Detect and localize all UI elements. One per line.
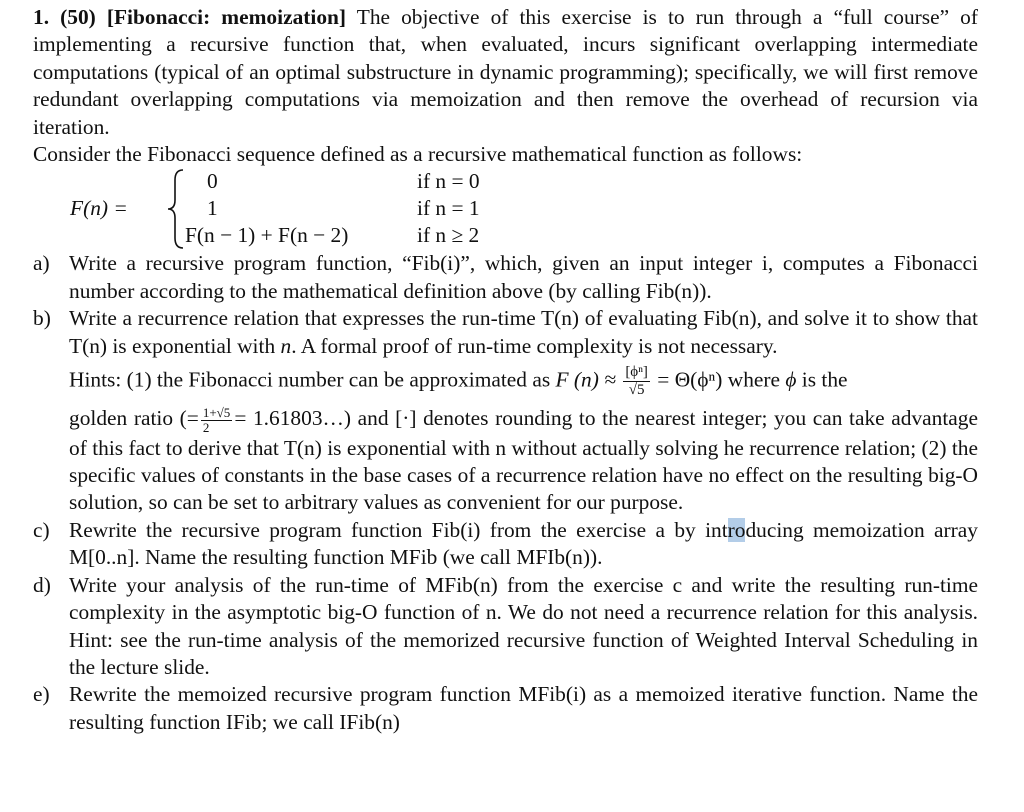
part-d-marker: d) [33, 572, 51, 597]
problem-intro-text: The objective of this exercise is to run through a “full course” of implementing a recursive function that, when evaluated, incurs significant overlapping intermediate computations (typical of an optimal substructure in dynamic programming); specifically, we will first remove redundant overlapping computations via memoization and then remove the overhead of recursion via iteration. [33, 5, 978, 139]
part-b-var-n: n [280, 333, 292, 358]
part-b-text1-end: . A formal proof of run-time complexity is not necessary. [291, 333, 778, 358]
golden-fraction [201, 406, 232, 435]
problem-intro [33, 4, 978, 141]
part-c-text-before: Rewrite the recursive program function Fib(i) from the exercise a by int [69, 517, 728, 542]
hint-start: Hints: (1) the Fibonacci number can be approximated as [69, 367, 556, 392]
part-c-marker: c) [33, 517, 50, 542]
hint-fraction-bottom: √5 [628, 382, 645, 399]
part-b-hint-line [69, 360, 978, 405]
part-a-marker: a) [33, 251, 50, 276]
part-c [33, 517, 978, 572]
problem-label: 1. (50) [Fibonacci: memoization] [33, 5, 347, 29]
hint-approx: F (n) ≈ [555, 367, 616, 392]
part-c-text-highlight: ro [727, 517, 746, 542]
part-e-marker: e) [33, 682, 50, 707]
part-b-marker: b) [33, 306, 51, 331]
left-brace-icon [165, 168, 185, 250]
exercise-parts-list [33, 250, 978, 736]
formula-case-1-value: 1 [207, 196, 218, 221]
part-d [33, 572, 978, 682]
golden-start: golden ratio (= [69, 406, 199, 431]
part-d-text: Write your analysis of the run-time of MFib(n) from the exercise c and write the resulting run-time complexity in the asymptotic big-O function of n. We do not need a recurrence relation for this analysis. Hint: see the run-time analysis of the memorized recursive function of Weighted Interval Scheduling in the lecture slide. [69, 572, 978, 679]
part-a [33, 250, 978, 305]
hint-theta: = Θ(ϕⁿ) where [657, 367, 786, 392]
part-b-main [69, 305, 978, 360]
fibonacci-formula [33, 168, 978, 250]
hint-fraction-top: [ϕⁿ] [625, 364, 648, 381]
part-a-text: Write a recursive program function, “Fib(i)”, which, given an input integer i, computes a Fibonacci number according to the mathematical definition above (by calling Fib(n)). [69, 251, 978, 303]
formula-case-0-value: 0 [207, 169, 218, 194]
consider-text: Consider the Fibonacci sequence defined as a recursive mathematical function as follows: [33, 142, 803, 167]
part-e [33, 681, 978, 736]
golden-fraction-bottom: 2 [202, 419, 210, 435]
part-e-text: Rewrite the memoized recursive program function MFib(i) as a memoized iterative function. Name the resulting function IFib; we call IFib(n) [69, 682, 978, 734]
formula-case-2-value: F(n − 1) + F(n − 2) [185, 223, 349, 248]
formula-case-2-condition: if n ≥ 2 [417, 223, 480, 248]
formula-lhs-f: F [70, 196, 84, 221]
hint-phi: ϕ [785, 367, 797, 392]
formula-case-0-condition: if n = 0 [417, 169, 480, 194]
hint-fraction [623, 364, 650, 399]
golden-fraction-top: 1+√5 [202, 404, 231, 420]
part-b-text1: Write a recurrence relation that expresses the run-time T(n) of evaluating Fib(n), and solve it to show that T(n) is exponential with [69, 306, 978, 358]
formula-lhs-rest: (n) = [83, 196, 128, 221]
part-b [33, 305, 978, 517]
formula-lhs [70, 195, 128, 222]
part-b-golden [69, 405, 978, 517]
part-c-text-after: ducing memoization array M[0..n]. Name the resulting function MFib (we call MFIb(n)). [69, 517, 978, 570]
golden-rest: = 1.61803…) and [·] denotes rounding to the nearest integer; you can take advantage of this fact to derive that T(n) is exponential with n without actually solving he recurrence relation; (2) the specific values of constants in the base cases of a recurrence relation have no effect on the resulting big-O solution, so can be set to arbitrary values as convenient for our purpose. [69, 406, 978, 515]
formula-case-1-condition: if n = 1 [417, 196, 480, 221]
hint-end: is the [796, 367, 848, 392]
